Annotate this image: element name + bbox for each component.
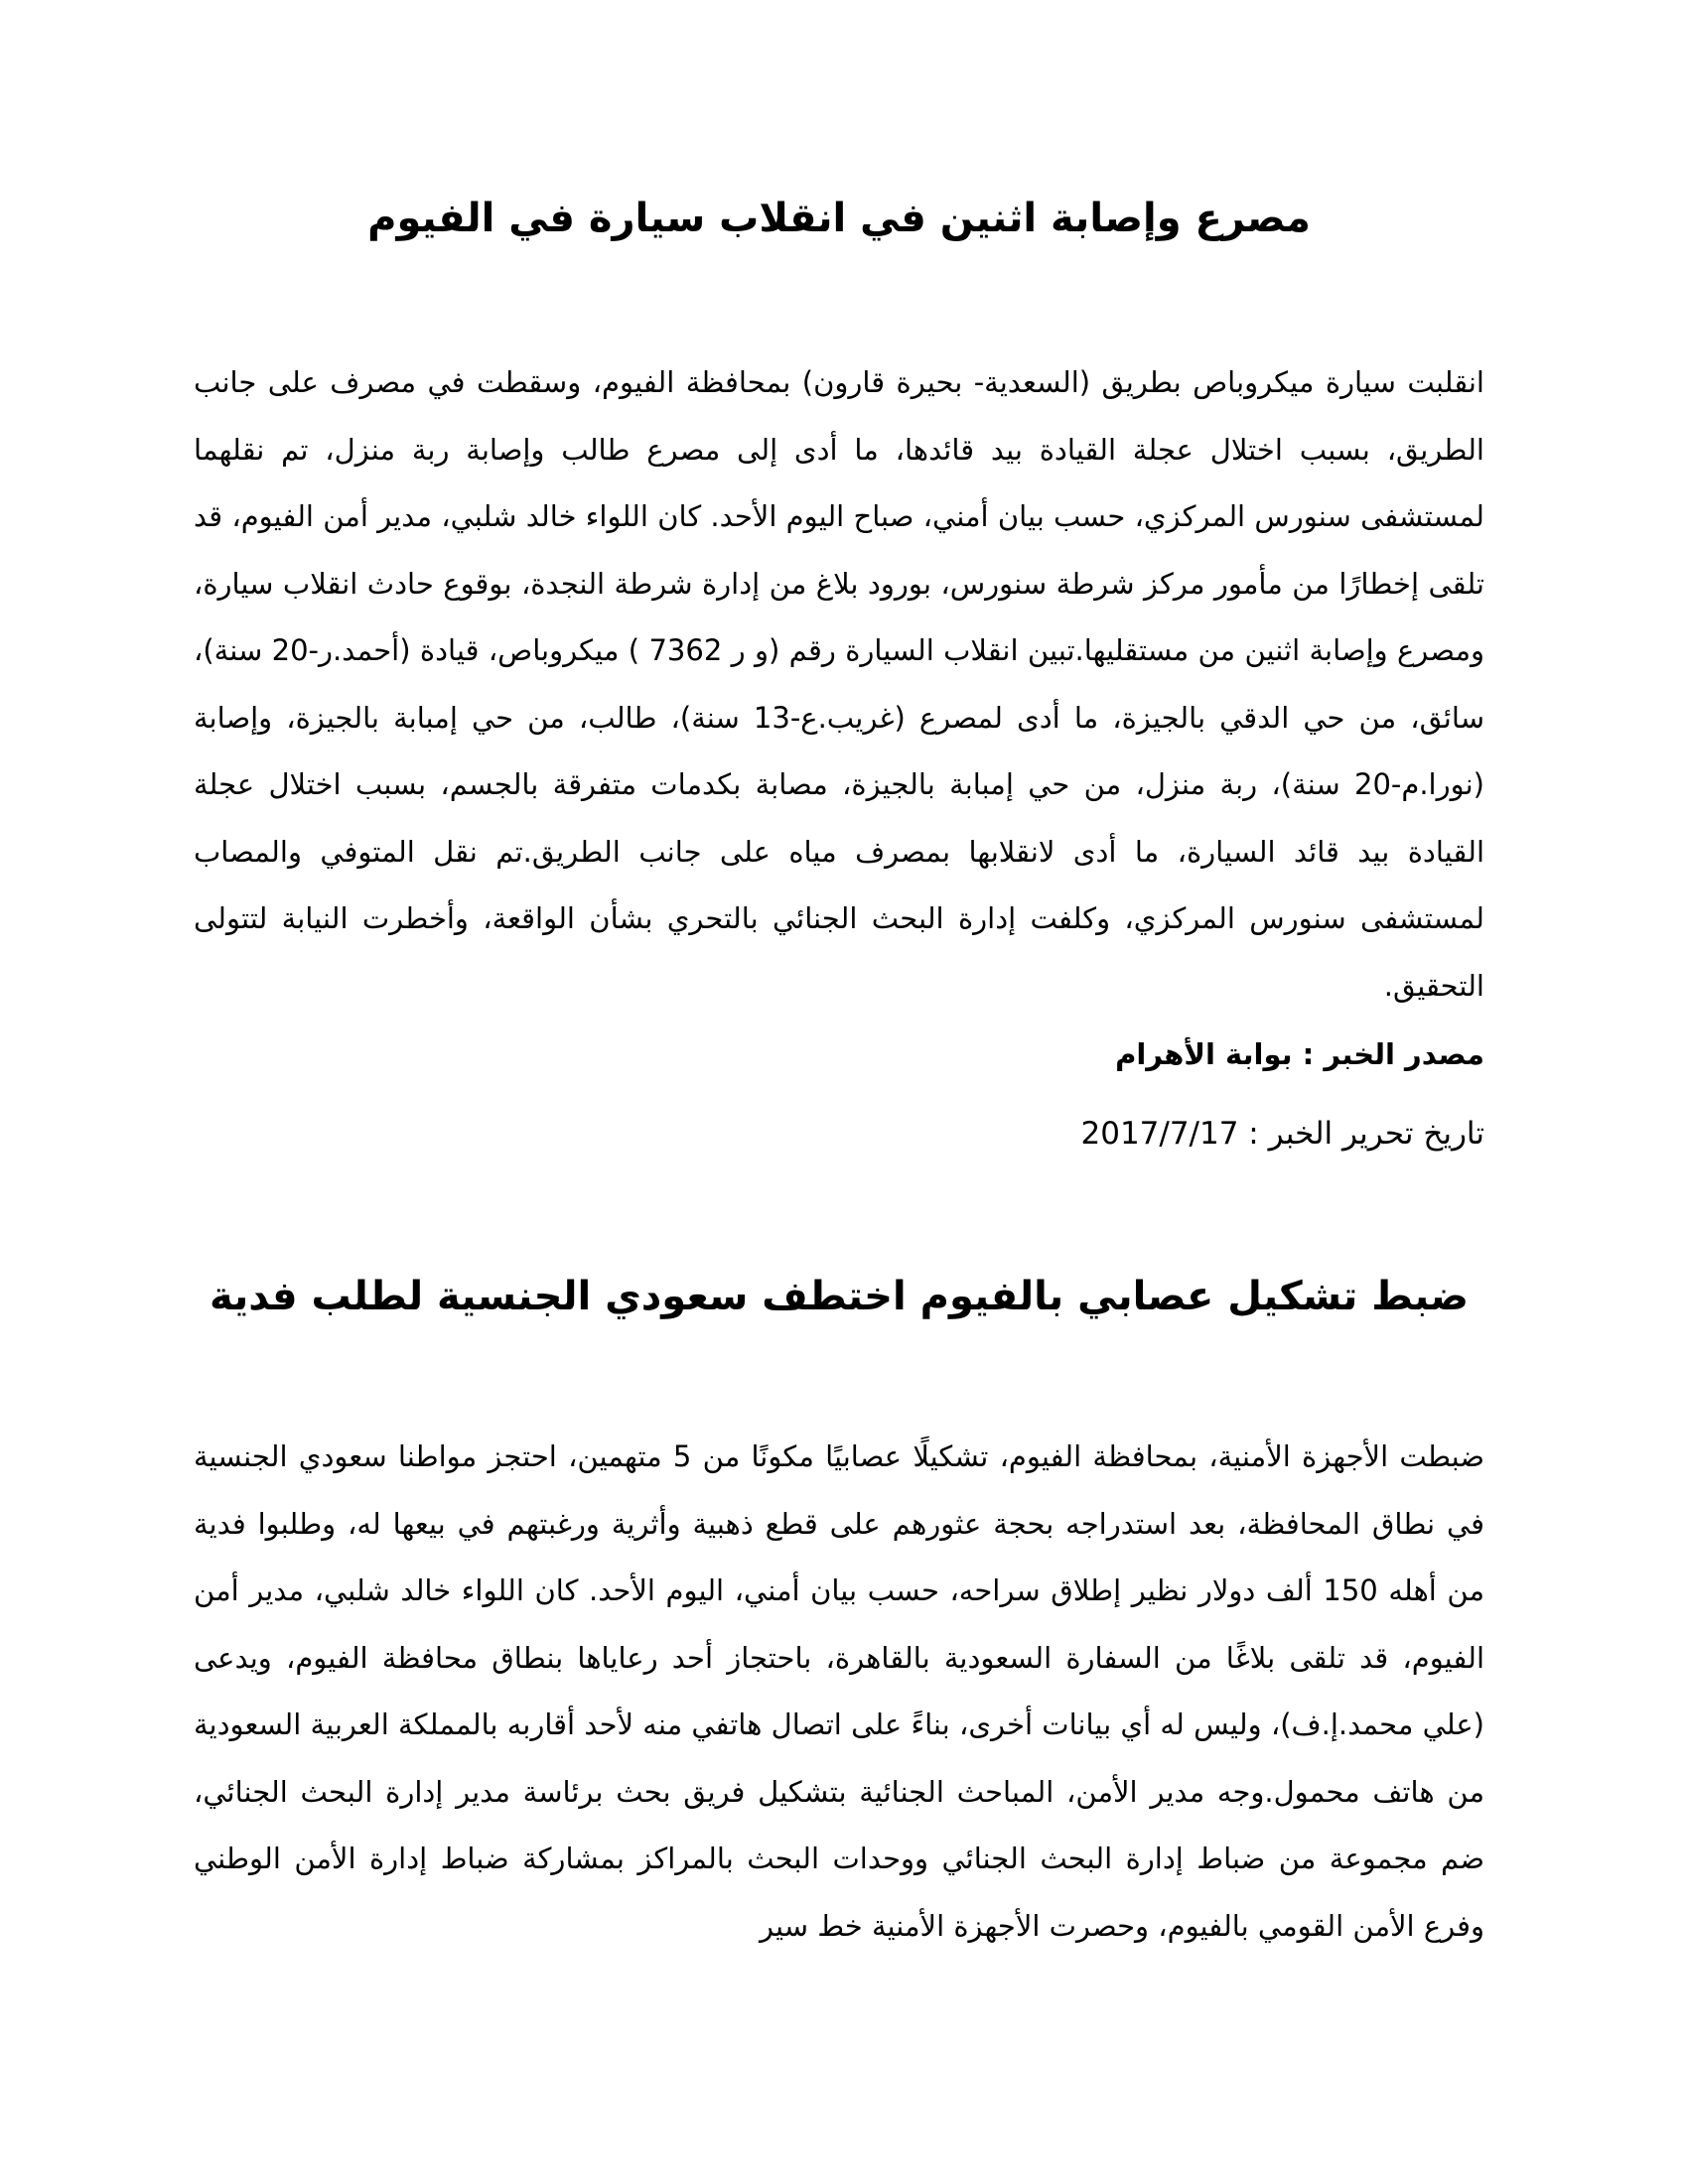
article-1-title: مصرع وإصابة اثنين في انقلاب سيارة في الفيوم [367,196,1311,241]
article-1-date-block [194,1112,1484,1161]
article-2-body-block [194,1424,1484,1960]
article-2-title: ضبط تشكيل عصابي بالفيوم اختطف سعودي الجنسية لطلب فدية [209,1274,1470,1319]
article-1-source: مصدر الخبر : بوابة الأهرام [1115,1037,1484,1071]
article-1-date: تاريخ تحرير الخبر : 2017/7/17 [1080,1116,1484,1152]
article-1-source-block [194,1032,1484,1082]
article-1 [194,191,1484,246]
article-2 [194,1269,1484,1324]
article-2-body: ضبطت الأجهزة الأمنية، بمحافظة الفيوم، تشكيلًا عصابيًا مكونًا من 5 متهمين، احتجز مواطنا سعودي الجنسية في نطاق المحافظة، بعد استدراجه بحجة عثورهم على قطع ذهبية وأثرية ورغبتهم في بيعها له، وطلبوا فدية من أهله 150 ألف دولار نظير إطلاق سراحه، حسب بيان أمني، اليوم الأحد. كان اللواء خالد شلبي، مدير أمن الفيوم، قد تلقى بلاغًا من السفارة السعودية بالقاهرة، باحتجاز أحد رعاياها بنطاق محافظة الفيوم، ويدعى (علي محمد.إ.ف)، وليس له أي بيانات أخرى، بناءً على اتصال هاتفي منه لأحد أقاربه بالمملكة العربية السعودية من هاتف محمول.وجه مدير الأمن، المباحث الجنائية بتشكيل فريق بحث برئاسة مدير إدارة البحث الجنائي، ضم مجموعة من ضباط إدارة البحث الجنائي ووحدات البحث بالمراكز بمشاركة ضباط إدارة الأمن الوطني وفرع الأمن القومي بالفيوم، وحصرت الأجهزة الأمنية خط سير [194,1439,1485,1943]
article-1-body-block [194,349,1484,1020]
article-1-body: انقلبت سيارة ميكروباص بطريق (السعدية- بحيرة قارون) بمحافظة الفيوم، وسقطت في مصرف على جانب الطريق، بسبب اختلال عجلة القيادة بيد قائدها، ما أدى إلى مصرع طالب وإصابة ربة منزل، تم نقلهما لمستشفى سنورس المركزي، حسب بيان أمني، صباح اليوم الأحد. كان اللواء خالد شلبي، مدير أمن الفيوم، قد تلقى إخطارًا من مأمور مركز شرطة سنورس، بورود بلاغ من إدارة شرطة النجدة، بوقوع حادث انقلاب سيارة، ومصرع وإصابة اثنين من مستقليها.تبين انقلاب السيارة رقم (و ر 7362 ) ميكروباص، قيادة (أحمد.ر-20 سنة)، سائق، من حي الدقي بالجيزة، ما أدى لمصرع (غريب.ع-13 سنة)، طالب، من حي إمبابة بالجيزة، وإصابة (نورا.م-20 سنة)، ربة منزل، من حي إمبابة بالجيزة، مصابة بكدمات متفرقة بالجسم، بسبب اختلال عجلة القيادة بيد قائد السيارة، ما أدى لانقلابها بمصرف مياه على جانب الطريق.تم نقل المتوفي والمصاب لمستشفى سنورس المركزي، وكلفت إدارة البحث الجنائي بالتحري بشأن الواقعة، وأخطرت النيابة لتتولى التحقيق. [194,365,1485,1003]
